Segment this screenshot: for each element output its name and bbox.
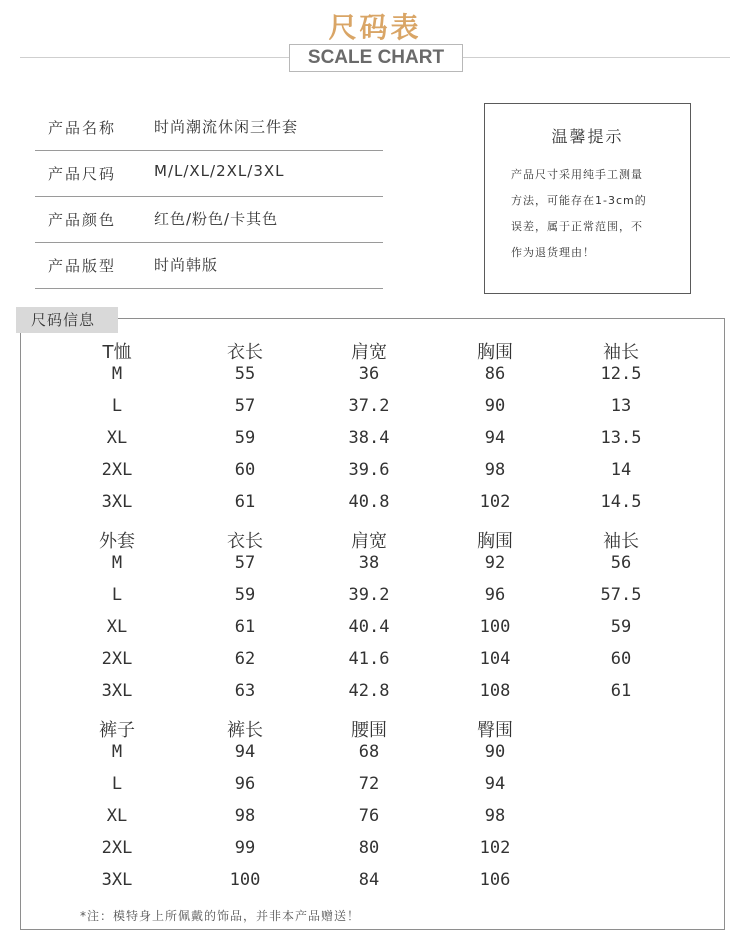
info-value: M/L/XL/2XL/3XL — [154, 162, 285, 180]
title-cn: 尺码表 — [328, 11, 422, 44]
size-table-cell: 102 — [479, 492, 511, 512]
size-table-cell: 2XL — [101, 460, 133, 480]
size-table-header: 肩宽 — [351, 531, 387, 552]
title-en: SCALE CHART — [289, 44, 463, 72]
footnote: *注：模特身上所佩戴的饰品，并非本产品赠送！ — [80, 909, 361, 923]
size-table-cell: M — [111, 553, 123, 573]
info-value: 红色/粉色/卡其色 — [154, 210, 279, 228]
size-table-header: 臀围 — [477, 720, 513, 741]
info-label: 产品尺码 — [48, 165, 117, 183]
size-table-cell: 56 — [610, 553, 632, 573]
size-table-cell: 55 — [234, 364, 256, 384]
size-table-header: 衣长 — [227, 342, 263, 363]
size-table-cell: 59 — [234, 585, 256, 605]
size-table-header: 腰围 — [351, 720, 387, 741]
size-table-cell: 90 — [484, 396, 506, 416]
size-table-header: 袖长 — [603, 531, 639, 552]
size-table-cell: 102 — [479, 838, 511, 858]
size-table-cell: 2XL — [101, 838, 133, 858]
size-table-cell: 60 — [610, 649, 632, 669]
tips-title: 温馨提示 — [551, 127, 624, 146]
size-table-cell: 42.8 — [348, 681, 390, 701]
size-table-cell: 57.5 — [600, 585, 642, 605]
size-table-cell: 68 — [358, 742, 380, 762]
size-table-cell: 61 — [234, 617, 256, 637]
size-table-cell: 40.4 — [348, 617, 390, 637]
size-table-cell: L — [111, 396, 123, 416]
size-table-cell: 98 — [234, 806, 256, 826]
size-table-cell: XL — [106, 806, 128, 826]
info-row-name — [35, 105, 383, 151]
size-table-cell: 96 — [484, 585, 506, 605]
size-table-cell: 41.6 — [348, 649, 390, 669]
tips-box — [484, 103, 691, 294]
size-table-cell: 92 — [484, 553, 506, 573]
size-table-cell: 80 — [358, 838, 380, 858]
size-table-cell: L — [111, 585, 123, 605]
size-table-cell: 59 — [234, 428, 256, 448]
size-table-cell: 86 — [484, 364, 506, 384]
size-table-cell: 13.5 — [600, 428, 642, 448]
size-table-cell: 94 — [234, 742, 256, 762]
size-table-cell: 72 — [358, 774, 380, 794]
size-table-cell: 106 — [479, 870, 511, 890]
size-table-cell: XL — [106, 617, 128, 637]
size-table-cell: 39.6 — [348, 460, 390, 480]
size-table-cell: 40.8 — [348, 492, 390, 512]
size-table-cell: M — [111, 364, 123, 384]
info-row-size — [35, 151, 383, 197]
size-table-cell: 100 — [479, 617, 511, 637]
size-table-cell: M — [111, 742, 123, 762]
size-table-cell: 38.4 — [348, 428, 390, 448]
size-table-cell: 96 — [234, 774, 256, 794]
size-table-cell: 13 — [610, 396, 632, 416]
size-table-cell: 38 — [358, 553, 380, 573]
size-table-cell: 98 — [484, 460, 506, 480]
size-table-cell: 62 — [234, 649, 256, 669]
size-table-cell: 37.2 — [348, 396, 390, 416]
tips-text — [511, 162, 673, 266]
size-table-cell: 57 — [234, 396, 256, 416]
size-table-cell: 98 — [484, 806, 506, 826]
size-table-cell: 3XL — [101, 492, 133, 512]
size-table-cell: 61 — [610, 681, 632, 701]
tips-line: 产品尺寸采用纯手工测量 — [511, 168, 643, 181]
size-table-header: 外套 — [99, 531, 135, 552]
size-table-cell: 12.5 — [600, 364, 642, 384]
info-label: 产品名称 — [48, 119, 117, 137]
size-table-cell: 104 — [479, 649, 511, 669]
size-table-cell: 14.5 — [600, 492, 642, 512]
size-table-header: 裤子 — [99, 720, 135, 741]
tips-line: 误差，属于正常范围，不 — [511, 220, 643, 233]
size-table-cell: 63 — [234, 681, 256, 701]
size-table-cell: 60 — [234, 460, 256, 480]
tips-line: 作为退货理由！ — [511, 246, 595, 259]
info-label: 产品颜色 — [48, 211, 117, 229]
size-table-cell: 61 — [234, 492, 256, 512]
info-row-color — [35, 197, 383, 243]
size-table-cell: 94 — [484, 428, 506, 448]
size-table-cell: XL — [106, 428, 128, 448]
size-table-cell: 36 — [358, 364, 380, 384]
size-table-cell: 39.2 — [348, 585, 390, 605]
size-table-cell: 94 — [484, 774, 506, 794]
size-section-tag: 尺码信息 — [16, 307, 118, 333]
size-table-header: 袖长 — [603, 342, 639, 363]
size-table-header: 肩宽 — [351, 342, 387, 363]
size-table-header: 裤长 — [227, 720, 263, 741]
size-table-cell: 59 — [610, 617, 632, 637]
size-table-header: T恤 — [102, 342, 132, 363]
size-table-cell: 84 — [358, 870, 380, 890]
size-table-cell: 3XL — [101, 681, 133, 701]
size-table-header: 胸围 — [477, 342, 513, 363]
size-table-cell: 90 — [484, 742, 506, 762]
tips-line: 方法，可能存在1-3cm的 — [511, 194, 647, 207]
info-row-fit — [35, 243, 383, 289]
info-label: 产品版型 — [48, 257, 117, 275]
info-value: 时尚韩版 — [154, 256, 219, 274]
size-table-cell: 14 — [610, 460, 632, 480]
size-table-header: 衣长 — [227, 531, 263, 552]
size-table-cell: 3XL — [101, 870, 133, 890]
size-table-cell: L — [111, 774, 123, 794]
size-table-cell: 57 — [234, 553, 256, 573]
info-value: 时尚潮流休闲三件套 — [154, 118, 299, 136]
size-table-header: 胸围 — [477, 531, 513, 552]
size-table-cell: 2XL — [101, 649, 133, 669]
size-table-cell: 99 — [234, 838, 256, 858]
size-table-cell: 100 — [229, 870, 261, 890]
size-table-cell: 76 — [358, 806, 380, 826]
size-table-cell: 108 — [479, 681, 511, 701]
